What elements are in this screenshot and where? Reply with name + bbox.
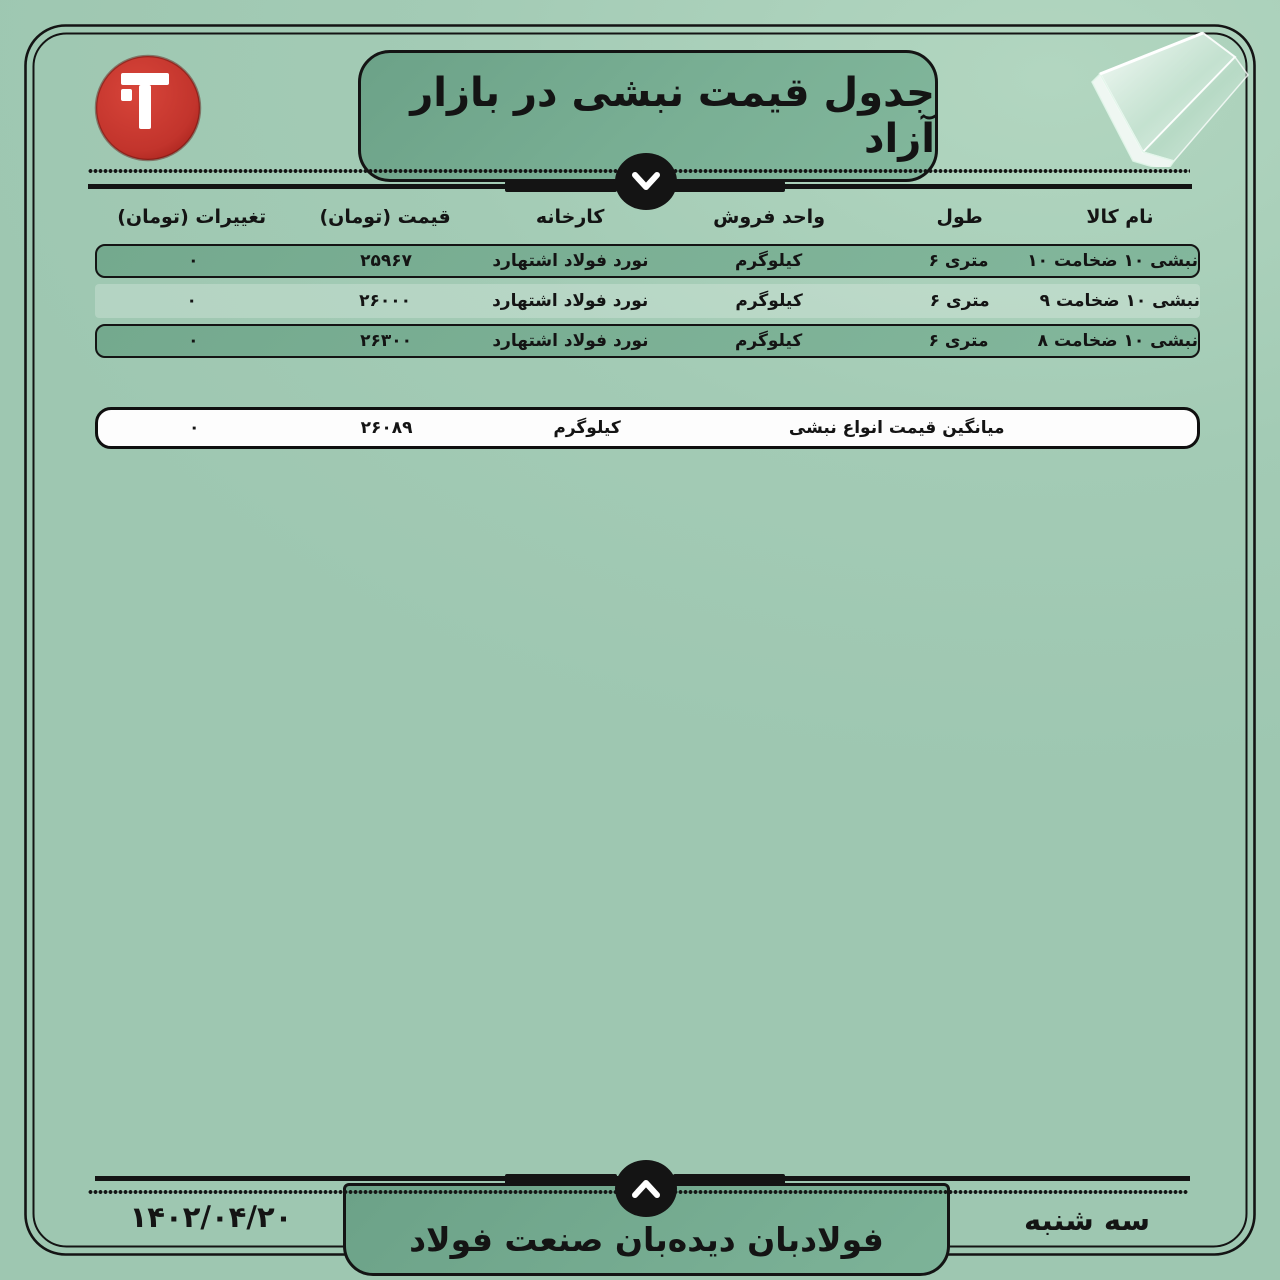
- chevron-up-icon: [615, 1160, 677, 1217]
- cell-change: ۰: [188, 251, 199, 271]
- col-header-factory: کارخانه: [535, 206, 605, 228]
- cell-unit: کیلوگرم: [735, 291, 803, 311]
- cell-length: متری ۶: [928, 251, 989, 271]
- page-title: جدول قیمت نبشی در بازار آزاد: [410, 70, 935, 162]
- weekday-label: سه شنبه: [1024, 1203, 1150, 1237]
- cell-name: نبشی ۱۰ ضخامت ۹: [1039, 291, 1200, 311]
- average-unit: کیلوگرم: [553, 418, 621, 438]
- fooladban-logo: [92, 52, 204, 164]
- table-row: [95, 244, 1200, 278]
- average-change: ۰: [189, 418, 200, 438]
- cell-length: متری ۶: [929, 291, 990, 311]
- table-row: [95, 284, 1200, 318]
- cell-length: متری ۶: [928, 331, 989, 351]
- col-header-price: قیمت (تومان): [319, 206, 451, 228]
- col-header-change: تغییرات (تومان): [117, 206, 267, 228]
- cell-unit: کیلوگرم: [734, 331, 803, 351]
- cell-price: ۲۶۳۰۰: [360, 331, 412, 351]
- table-row: [95, 324, 1200, 358]
- cell-name: نبشی ۱۰ ضخامت ۱۰: [1027, 251, 1198, 271]
- cell-change: ۰: [188, 331, 199, 351]
- cell-unit: کیلوگرم: [734, 251, 803, 271]
- cell-price: ۲۵۹۶۷: [360, 251, 412, 271]
- average-price: ۲۶۰۸۹: [360, 418, 413, 438]
- cell-factory: نورد فولاد اشتهارد: [492, 251, 649, 271]
- cell-name: نبشی ۱۰ ضخامت ۸: [1037, 331, 1198, 351]
- col-header-length: طول: [936, 206, 983, 228]
- cell-change: ۰: [186, 291, 197, 311]
- average-price-row: [95, 407, 1200, 449]
- cell-factory: نورد فولاد اشتهارد: [492, 331, 649, 351]
- cell-price: ۲۶۰۰۰: [359, 291, 412, 311]
- chevron-down-icon: [615, 153, 677, 210]
- top-divider-bar-left: [505, 181, 617, 192]
- cell-factory: نورد فولاد اشتهارد: [492, 291, 649, 311]
- date-label: ۱۴۰۲/۰۴/۲۰: [129, 1200, 293, 1234]
- brand-title: فولادبان دیده‌بان صنعت فولاد: [409, 1220, 884, 1259]
- col-header-name: نام کالا: [1086, 206, 1154, 228]
- col-header-unit: واحد فروش: [713, 206, 826, 228]
- average-label: میانگین قیمت انواع نبشی: [788, 418, 1005, 438]
- top-divider-bar-right: [673, 181, 785, 192]
- angle-bar-icon: [1085, 22, 1255, 167]
- price-table: [95, 199, 1200, 358]
